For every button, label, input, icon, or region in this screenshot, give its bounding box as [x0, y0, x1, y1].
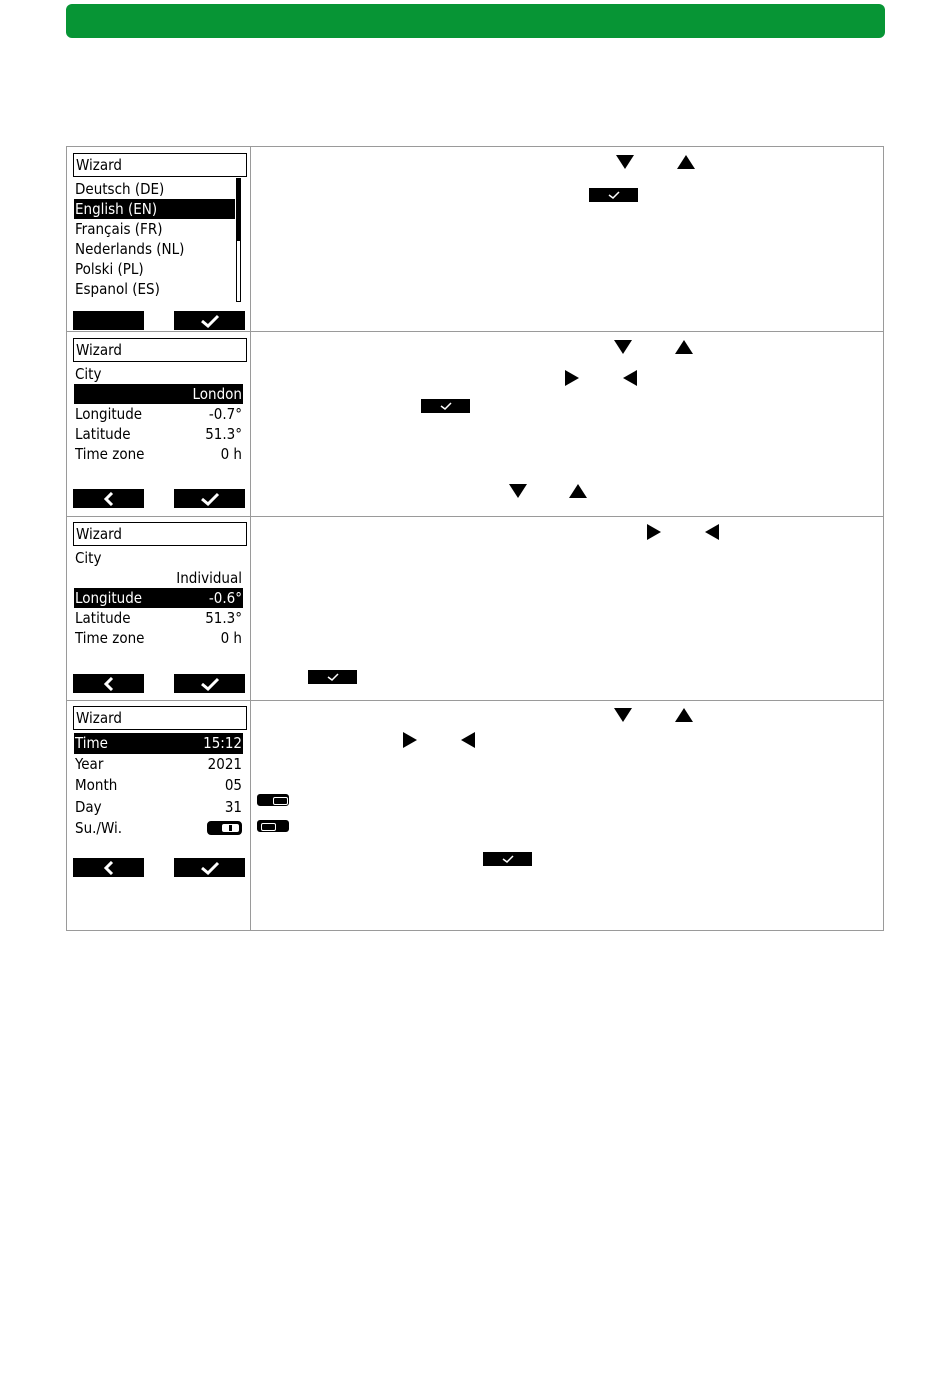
display-title: Wizard: [73, 706, 247, 730]
display-location-individual: [73, 522, 245, 694]
softkey-ok[interactable]: [174, 311, 245, 330]
ok-checkmark-icon: [308, 670, 357, 684]
display-language: [73, 153, 245, 325]
language-item[interactable]: Polski (PL): [75, 260, 144, 278]
softkey-back[interactable]: [73, 858, 144, 877]
latitude-row[interactable]: Latitude 51.3°: [75, 609, 242, 627]
up-arrow-icon: [675, 708, 693, 722]
softkeys: [73, 858, 245, 877]
down-arrow-icon: [614, 708, 632, 722]
softkey-back[interactable]: [73, 674, 144, 693]
softkeys: [73, 311, 245, 330]
longitude-row[interactable]: Longitude -0.7°: [75, 405, 242, 423]
row-divider: [67, 700, 883, 701]
city-label: City: [75, 365, 102, 383]
down-arrow-icon: [509, 484, 527, 498]
checkmark-icon: [200, 677, 220, 691]
row-divider: [67, 331, 883, 332]
left-arrow-icon: [623, 370, 637, 386]
time-zone-row[interactable]: Time zone 0 h: [75, 445, 242, 463]
language-item[interactable]: Deutsch (DE): [75, 180, 165, 198]
right-arrow-icon: [403, 732, 417, 748]
up-arrow-icon: [677, 155, 695, 169]
softkey-ok[interactable]: [174, 489, 245, 508]
left-arrow-icon: [705, 524, 719, 540]
instruction-table: [66, 146, 884, 931]
checkmark-icon: [200, 314, 220, 328]
summer-winter-row[interactable]: Su./Wi.: [75, 819, 123, 837]
softkey-back[interactable]: [73, 489, 144, 508]
city-label: City: [75, 549, 102, 567]
checkmark-icon: [200, 861, 220, 875]
softkey-left[interactable]: [73, 311, 144, 330]
checkmark-icon: [200, 492, 220, 506]
longitude-row-selected[interactable]: Longitude -0.6°: [75, 589, 242, 607]
summer-time-toggle-icon: [257, 794, 289, 806]
summer-winter-switch[interactable]: [207, 821, 242, 835]
scrollbar-thumb[interactable]: [237, 179, 240, 241]
latitude-row[interactable]: Latitude 51.3°: [75, 425, 242, 443]
column-divider: [250, 147, 251, 930]
up-arrow-icon: [569, 484, 587, 498]
language-item[interactable]: Français (FR): [75, 220, 163, 238]
softkeys: [73, 674, 245, 693]
winter-time-toggle-icon: [257, 820, 289, 832]
left-arrow-icon: [461, 732, 475, 748]
right-arrow-icon: [647, 524, 661, 540]
down-arrow-icon: [616, 155, 634, 169]
year-row[interactable]: Year 2021: [75, 755, 242, 773]
display-title: Wizard: [73, 338, 247, 362]
display-title: Wizard: [73, 522, 247, 546]
softkey-ok[interactable]: [174, 858, 245, 877]
down-arrow-icon: [614, 340, 632, 354]
city-value[interactable]: Individual: [176, 569, 242, 587]
back-chevron-icon: [103, 677, 115, 691]
language-item[interactable]: Espanol (ES): [75, 280, 160, 298]
display-location: [73, 338, 245, 510]
time-zone-row[interactable]: Time zone 0 h: [75, 629, 242, 647]
back-chevron-icon: [103, 492, 115, 506]
language-item[interactable]: Nederlands (NL): [75, 240, 185, 258]
back-chevron-icon: [103, 861, 115, 875]
language-item-selected[interactable]: English (EN): [74, 199, 235, 219]
display-date-time: [73, 706, 245, 878]
scrollbar[interactable]: [236, 178, 241, 302]
header-bar: [66, 4, 885, 38]
row-divider: [67, 516, 883, 517]
ok-checkmark-icon: [589, 188, 638, 202]
month-row[interactable]: Month 05: [75, 776, 242, 794]
ok-checkmark-icon: [421, 399, 470, 413]
right-arrow-icon: [565, 370, 579, 386]
softkeys: [73, 489, 245, 508]
city-value[interactable]: London: [74, 384, 243, 404]
ok-checkmark-icon: [483, 852, 532, 866]
day-row[interactable]: Day 31: [75, 798, 242, 816]
time-row-selected[interactable]: Time 15:12: [75, 734, 242, 752]
softkey-ok[interactable]: [174, 674, 245, 693]
display-title: Wizard: [73, 153, 247, 177]
up-arrow-icon: [675, 340, 693, 354]
